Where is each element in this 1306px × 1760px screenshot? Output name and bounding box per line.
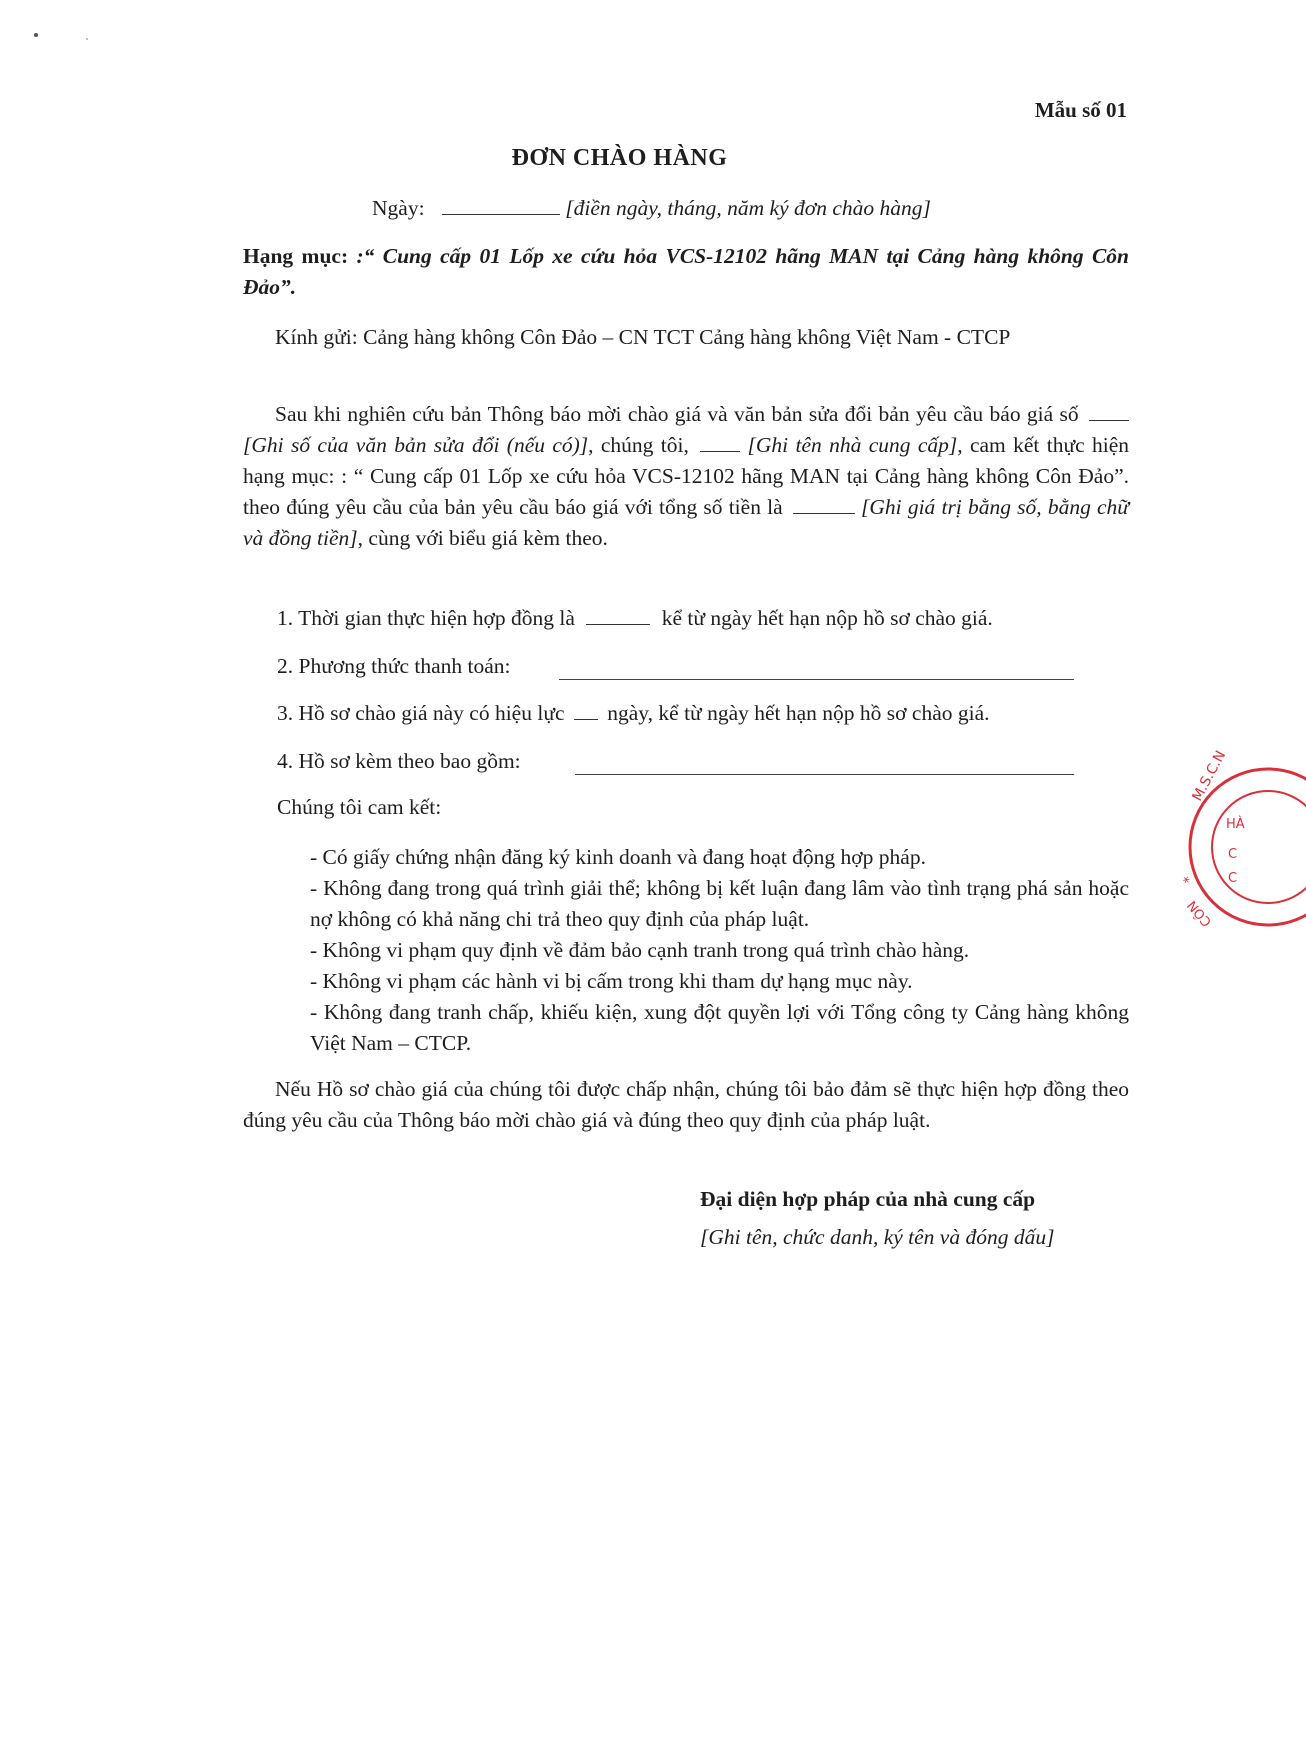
date-hint: [điền ngày, tháng, năm ký đơn chào hàng] — [565, 196, 931, 220]
doc-number-blank — [1089, 401, 1129, 421]
item-2 — [277, 651, 511, 682]
item-3-text-b: ngày, kể từ ngày hết hạn nộp hồ sơ chào giá. — [607, 701, 990, 725]
recipient-line: Kính gửi: Cảng hàng không Côn Đảo – CN TCT Cảng hàng không Việt Nam - CTCP — [275, 325, 1011, 349]
category-line — [243, 241, 1129, 303]
item-1-text-b: kể từ ngày hết hạn nộp hồ sơ chào giá. — [661, 606, 993, 630]
date-label: Ngày: — [372, 196, 425, 220]
intro-paragraph — [243, 399, 1129, 554]
commitments-heading: Chúng tôi cam kết: — [277, 795, 442, 819]
intro-text-2: , chúng tôi, — [588, 433, 689, 457]
item-4-text: 4. Hồ sơ kèm theo bao gồm: — [277, 749, 521, 773]
category-text: :“ Cung cấp 01 Lốp xe cứu hỏa VCS-12102 hãng MAN tại Cảng hàng không Côn Đảo”. — [243, 244, 1130, 299]
svg-text:M.S.C.N: M.S.C.N — [1189, 748, 1230, 804]
doc-number-hint: [Ghi số của văn bản sửa đổi (nếu có)] — [243, 433, 589, 457]
intro-text-4: , cùng với biểu giá kèm theo. — [357, 526, 608, 550]
item-1 — [277, 603, 993, 634]
company-stamp — [1180, 748, 1306, 932]
category-label: Hạng mục: — [243, 244, 349, 268]
intro-text-3: , cam kết thực hiện hạng mục: : “ Cung cấp 01 Lốp xe cứu hỏa VCS-12102 hãng MAN tại Cảng hàng không Côn Đảo”. theo đúng yêu cầu của bản yêu cầu báo giá với tổng số tiền là — [243, 433, 1130, 519]
svg-text:CÔN: CÔN — [1184, 897, 1216, 930]
supplier-name-hint: [Ghi tên nhà cung cấp] — [747, 433, 958, 457]
item-1-text-a: 1. Thời gian thực hiện hợp đồng là — [277, 606, 575, 630]
form-number: Mẫu số 01 — [1034, 98, 1127, 122]
list-item: - Có giấy chứng nhận đăng ký kinh doanh và đang hoạt động hợp pháp. — [310, 845, 926, 869]
svg-text:C: C — [1228, 847, 1238, 862]
item-4 — [277, 746, 521, 777]
amount-blank — [793, 494, 855, 514]
payment-method-line — [559, 679, 1074, 680]
intro-text-1: Sau khi nghiên cứu bản Thông báo mời chào giá và văn bản sửa đổi bản yêu cầu báo giá số — [275, 402, 1079, 426]
amount-hint: [Ghi giá trị bằng số, bằng chữ và đồng tiền] — [243, 495, 1130, 550]
list-item: - Không đang trong quá trình giải thể; không bị kết luận đang lâm vào tình trạng phá sản hoặc nợ không có khả năng chi trả theo quy định của pháp luật. — [310, 876, 1129, 931]
list-item: - Không vi phạm quy định về đảm bảo cạnh tranh trong quá trình chào hàng. — [310, 938, 970, 962]
list-item: - Không đang tranh chấp, khiếu kiện, xung đột quyền lợi với Tổng công ty Cảng hàng không Việt Nam – CTCP. — [310, 1000, 1129, 1055]
commitments-list — [243, 842, 1129, 1059]
scan-speck — [34, 33, 38, 37]
svg-text:*: * — [1180, 874, 1198, 885]
item-1-blank — [586, 605, 650, 625]
item-3-blank — [574, 700, 598, 720]
svg-text:HÀ: HÀ — [1226, 817, 1245, 832]
list-item: - Không vi phạm các hành vi bị cấm trong khi tham dự hạng mục này. — [310, 969, 913, 993]
signature-note: [Ghi tên, chức danh, ký tên và đóng dấu] — [700, 1225, 1055, 1249]
attachments-line — [575, 774, 1074, 775]
item-3 — [277, 698, 990, 729]
supplier-name-blank — [700, 432, 740, 452]
svg-text:C: C — [1228, 871, 1238, 886]
item-2-text: 2. Phương thức thanh toán: — [277, 654, 511, 678]
item-3-text-a: 3. Hồ sơ chào giá này có hiệu lực — [277, 701, 565, 725]
document-title: ĐƠN CHÀO HÀNG — [511, 145, 728, 171]
signature-title: Đại diện hợp pháp của nhà cung cấp — [700, 1187, 1036, 1211]
scan-speck — [86, 38, 88, 40]
date-line — [372, 193, 931, 224]
date-blank — [442, 195, 560, 215]
closing-paragraph: Nếu Hồ sơ chào giá của chúng tôi được chấp nhận, chúng tôi bảo đảm sẽ thực hiện hợp đồng theo đúng yêu cầu của Thông báo mời chào giá và đúng theo quy định của pháp luật. — [243, 1077, 1129, 1132]
